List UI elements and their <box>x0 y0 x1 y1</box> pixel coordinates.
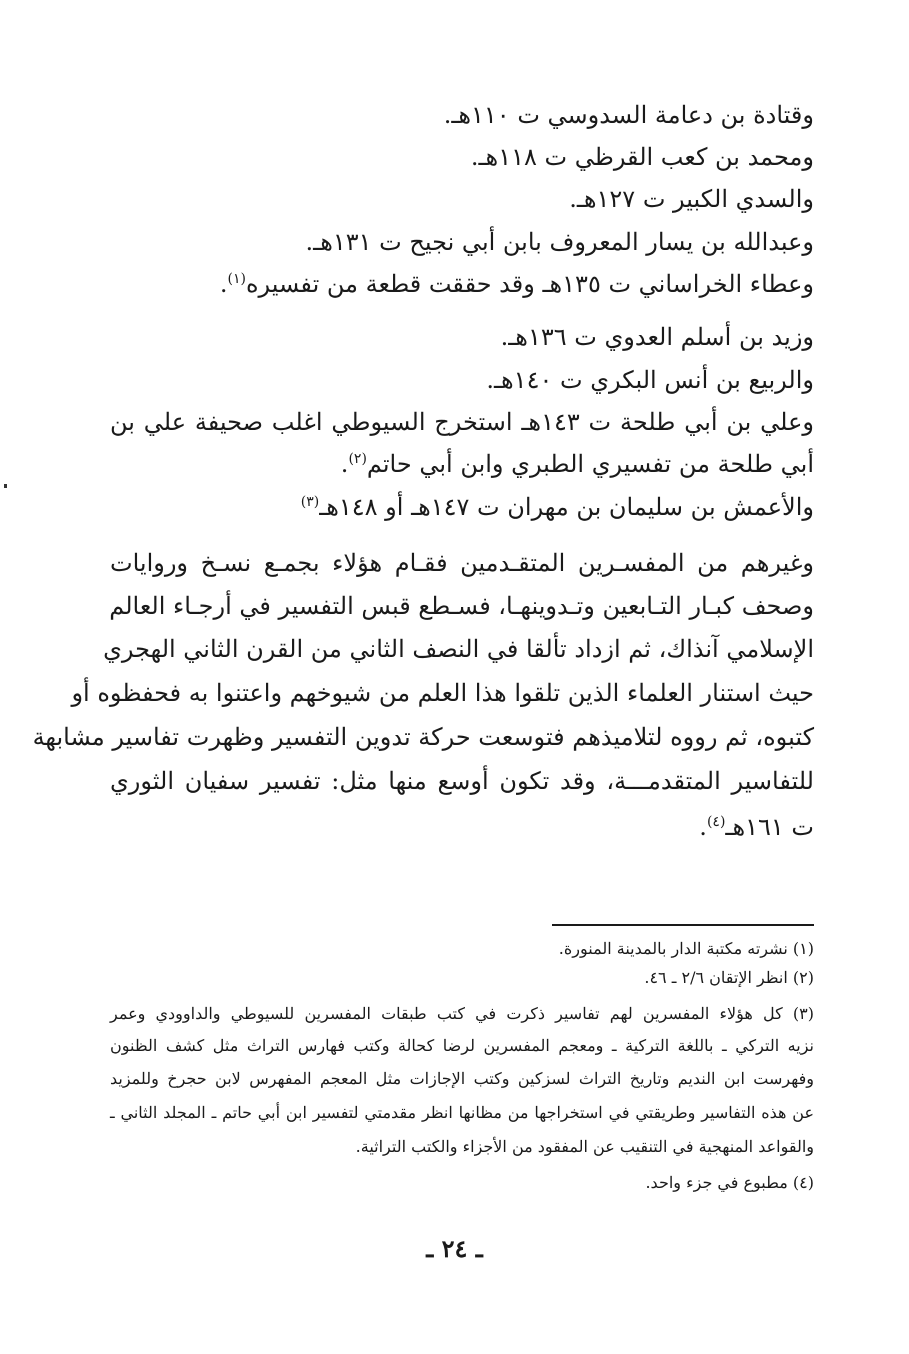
footnote-separator <box>552 924 814 926</box>
paragraph-line: حيث استنار العلماء الذين تلقوا هذا العلم من شيوخهم واعتنوا به فحفظوه أو <box>71 679 814 707</box>
text-line: أبي طلحة من تفسيري الطبري وابن أبي حاتم$^{(٢)}$. <box>340 450 814 478</box>
footnote-ref: (٢) <box>348 451 367 467</box>
text-line: ومحمد بن كعب القرظي ت ١١٨هـ. <box>470 143 814 171</box>
text-line: وزيد بن أسلم العدوي ت ١٣٦هـ. <box>500 323 814 351</box>
text-line: وعطاء الخراساني ت ١٣٥هـ وقد حققت قطعة من تفسيره$^{(١)}$. <box>219 270 814 298</box>
paragraph-line: وغيرهم من المفسـرين المتقـدمين فقـام هؤلاء بجمـع نسـخ وروايات <box>110 549 814 577</box>
footnote-ref: (٤) <box>706 814 726 830</box>
page-number: ـ ٢٤ ـ <box>426 1234 483 1263</box>
footnote-ref: (٣) <box>300 494 320 510</box>
footnote: والقواعد المنهجية في التنقيب عن المفقود من الأجزاء والكتب التراثية. <box>355 1137 814 1156</box>
text-line: والسدي الكبير ت ١٢٧هـ. <box>569 185 814 213</box>
footnote: (٢) انظر الإتقان ٢/٦ ـ ٤٦. <box>644 968 814 987</box>
paragraph-line: للتفاسير المتقدمـــة، وقد تكون أوسع منها مثل: تفسير سفيان الثوري <box>110 767 814 795</box>
paragraph-line: وصحف كبـار التـابعين وتـدوينهـا، فسـطع قبس التفسير في أرجـاء العالم <box>109 592 814 620</box>
footnote: وفهرست ابن النديم وتاريخ التراث لسزكين وكتب الإجازات مثل المعجم المفهرس لابن حجرخ وللمزيد <box>110 1069 815 1088</box>
paragraph-line: ت ١٦١هـ$^{(٤)}$. <box>699 813 814 841</box>
text-line: والأعمش بن سليمان بن مهران ت ١٤٧هـ أو ١٤٨هـ$^{(٣)}$ <box>300 493 814 521</box>
text-line: والربيع بن أنس البكري ت ١٤٠هـ. <box>486 366 814 394</box>
paragraph-line: كتبوه، ثم رووه لتلاميذهم فتوسعت حركة تدوين التفسير وظهرت تفاسير مشابهة <box>32 723 814 751</box>
text-line: وعبدالله بن يسار المعروف بابن أبي نجيح ت ١٣١هـ. <box>305 228 814 256</box>
scan-speck <box>4 484 7 488</box>
footnote: نزيه التركي ـ باللغة التركية ـ ومعجم المفسرين لرضا كحالة وكتب فهارس التراث مثل كشف الظنون <box>110 1036 814 1055</box>
footnote: (١) نشرته مكتبة الدار بالمدينة المنورة. <box>558 939 814 958</box>
paragraph-line: الإسلامي آنذاك، ثم ازداد تألقا في النصف الثاني من القرن الثاني الهجري <box>103 635 814 663</box>
text-line: وقتادة بن دعامة السدوسي ت ١١٠هـ. <box>443 101 814 129</box>
footnote-ref: (١) <box>227 271 246 287</box>
text-line: وعلي بن أبي طلحة ت ١٤٣هـ استخرج السيوطي اغلب صحيفة علي بن <box>110 408 814 436</box>
footnote: (٣) كل هؤلاء المفسرين لهم تفاسير ذكرت في كتب طبقات المفسرين للسيوطي والداوودي وعمر <box>110 1004 814 1023</box>
footnote: عن هذه التفاسير وطريقتي في استخراجها من مظانها انظر مقدمتي لتفسير ابن أبي حاتم ـ المجلد الثاني ـ <box>110 1103 814 1122</box>
footnote: (٤) مطبوع في جزء واحد. <box>645 1173 814 1192</box>
